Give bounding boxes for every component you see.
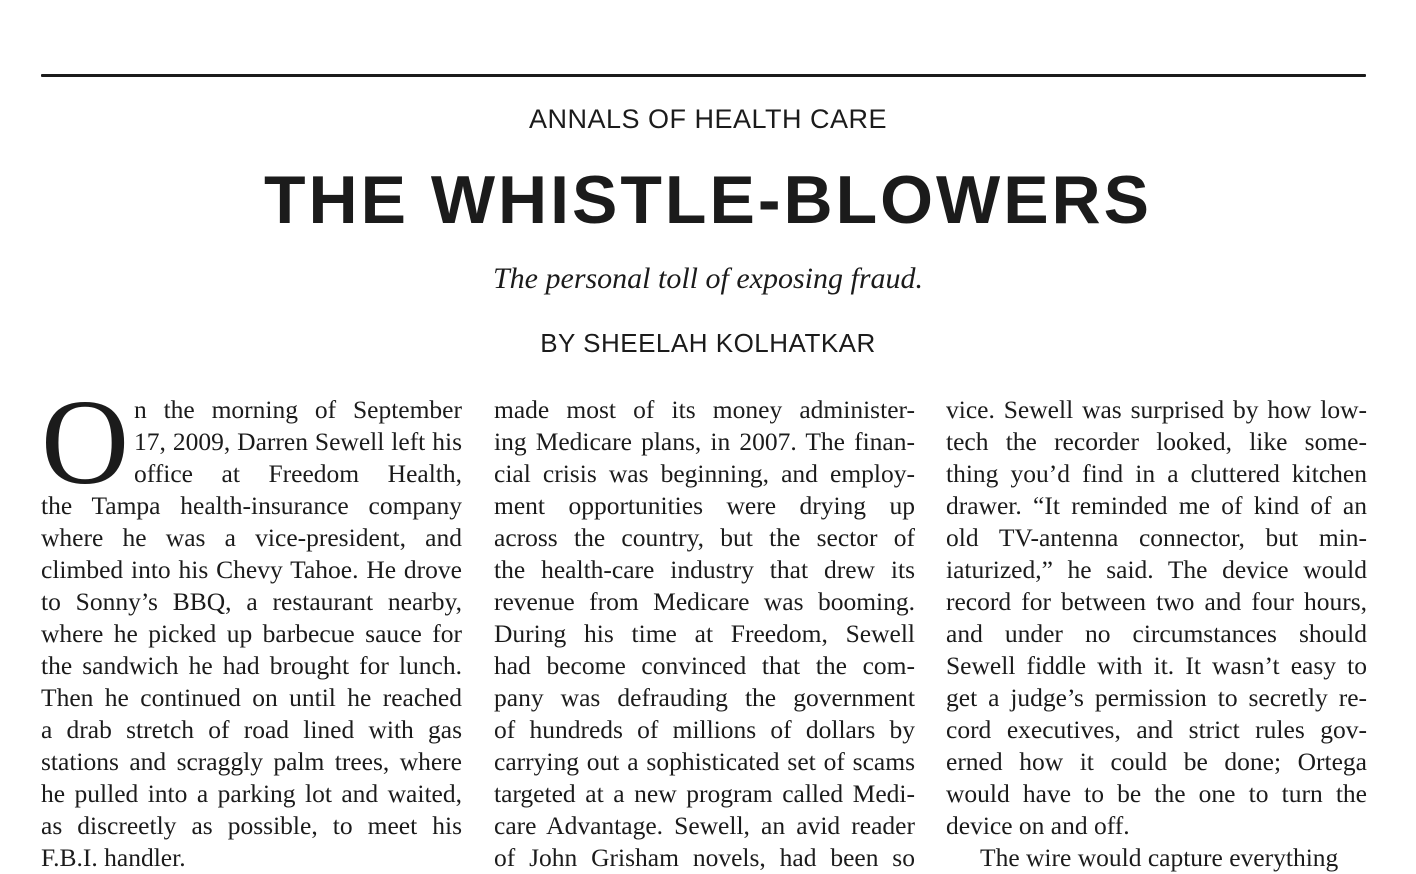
text-line: record for between two and four hours,: [946, 587, 1367, 616]
text-line: get a judge’s permission to secretly re-: [946, 683, 1367, 712]
text-line: the health-care industry that drew its: [494, 555, 915, 584]
top-rule: [41, 74, 1366, 77]
text-line: ing Medicare plans, in 2007. The finan-: [494, 427, 915, 456]
text-column-2: [494, 394, 915, 874]
text-line: would have to be the one to turn the: [946, 779, 1367, 808]
text-line: and under no circumstances should: [946, 619, 1367, 648]
text-line: stations and scraggly palm trees, where: [41, 747, 462, 776]
article-dek: The personal toll of exposing fraud.: [493, 262, 923, 295]
text-line: n the morning of September: [134, 395, 462, 424]
text-line: he pulled into a parking lot and waited,: [41, 779, 462, 808]
text-line: across the country, but the sector of: [494, 523, 915, 552]
text-line: of hundreds of millions of dollars by: [494, 715, 915, 744]
text-line: carrying out a sophisticated set of scams: [494, 747, 915, 776]
text-line: During his time at Freedom, Sewell: [494, 619, 915, 648]
text-line: targeted at a new program called Medi-: [494, 779, 915, 808]
text-line: old TV-antenna connector, but min-: [946, 523, 1367, 552]
text-line: revenue from Medicare was booming.: [494, 587, 915, 616]
text-line: 17, 2009, Darren Sewell left his: [134, 427, 462, 456]
text-line: office at Freedom Health,: [134, 459, 462, 488]
text-line: vice. Sewell was surprised by how low-: [946, 395, 1367, 424]
text-line: drawer. “It reminded me of kind of an: [946, 491, 1367, 520]
text-line: the sandwich he had brought for lunch.: [41, 651, 462, 680]
text-line: climbed into his Chevy Tahoe. He drove: [41, 555, 462, 584]
text-line: F.B.I. handler.: [41, 843, 186, 872]
text-line: ment opportunities were drying up: [494, 491, 915, 520]
text-line: erned how it could be done; Ortega: [946, 747, 1367, 776]
drop-cap: O: [41, 375, 130, 510]
text-line: The wire would capture everything: [980, 843, 1339, 872]
text-line: where he picked up barbecue sauce for: [41, 619, 462, 648]
text-line: Sewell fiddle with it. It wasn’t easy to: [946, 651, 1367, 680]
text-line: cial crisis was beginning, and employ-: [494, 459, 915, 488]
text-line: iaturized,” he said. The device would: [946, 555, 1367, 584]
text-line: where he was a vice-president, and: [41, 523, 462, 552]
text-line: the Tampa health-insurance company: [41, 491, 462, 520]
text-line: as discreetly as possible, to meet his: [41, 811, 462, 840]
text-line: of John Grisham novels, had been so: [494, 843, 915, 872]
text-line: made most of its money administer-: [494, 395, 915, 424]
text-line: thing you’d find in a cluttered kitchen: [946, 459, 1367, 488]
text-line: tech the recorder looked, like some-: [946, 427, 1367, 456]
text-column-1: [41, 394, 462, 874]
text-line: had become convinced that the com-: [494, 651, 915, 680]
section-rubric: ANNALS OF HEALTH CARE: [528, 104, 888, 134]
text-column-3: [946, 394, 1367, 874]
text-line: cord executives, and strict rules gov-: [946, 715, 1367, 744]
article-headline: THE WHISTLE-BLOWERS: [263, 162, 1153, 238]
text-line: Then he continued on until he reached: [41, 683, 462, 712]
article-byline: BY SHEELAH KOLHATKAR: [540, 328, 876, 358]
text-line: a drab stretch of road lined with gas: [41, 715, 462, 744]
text-line: to Sonny’s BBQ, a restaurant nearby,: [41, 587, 462, 616]
text-line: pany was defrauding the government: [494, 683, 915, 712]
text-line: device on and off.: [946, 811, 1130, 840]
text-line: care Advantage. Sewell, an avid reader: [494, 811, 915, 840]
